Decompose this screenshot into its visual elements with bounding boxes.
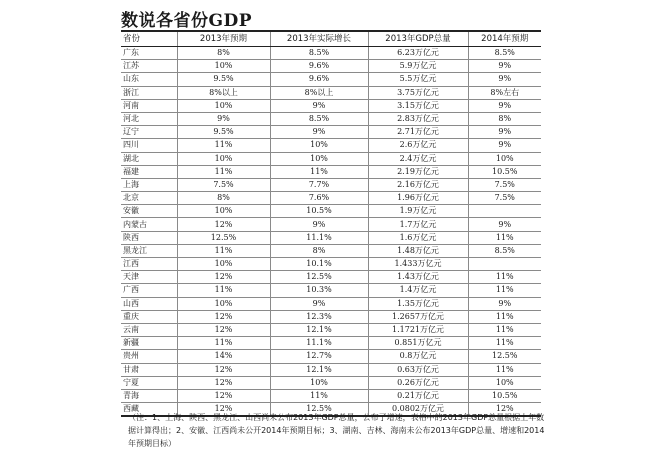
province-cell: 辽宁	[121, 126, 177, 139]
actual-2013-cell: 9.6%	[270, 60, 368, 73]
actual-2013-cell: 9%	[270, 297, 368, 310]
expected-2013-cell: 10%	[177, 297, 270, 310]
province-cell: 浙江	[121, 86, 177, 99]
gdp-2013-cell: 1.7万亿元	[368, 218, 468, 231]
gdp-2013-cell: 5.5万亿元	[368, 73, 468, 86]
expected-2014-cell: 11%	[468, 310, 541, 323]
actual-2013-cell: 8%	[270, 244, 368, 257]
actual-2013-cell: 8%以上	[270, 86, 368, 99]
actual-2013-cell: 9%	[270, 218, 368, 231]
expected-2013-cell: 11%	[177, 284, 270, 297]
actual-2013-cell: 12.1%	[270, 363, 368, 376]
column-header-2013-expected: 2013年预期	[177, 31, 270, 47]
actual-2013-cell: 11%	[270, 389, 368, 402]
province-cell: 新疆	[121, 337, 177, 350]
expected-2014-cell: 11%	[468, 284, 541, 297]
table-row	[121, 86, 541, 99]
column-header-2013-actual: 2013年实际增长	[270, 31, 368, 47]
table-row	[121, 271, 541, 284]
table-row	[121, 297, 541, 310]
expected-2014-cell: 11%	[468, 323, 541, 336]
gdp-2013-cell: 3.75万亿元	[368, 86, 468, 99]
gdp-2013-cell: 1.2657万亿元	[368, 310, 468, 323]
province-cell: 广东	[121, 47, 177, 60]
expected-2014-cell: 7.5%	[468, 192, 541, 205]
footnote: （注：1、上海、陕西、黑龙江、山西尚未公布2013年GDP总量，公布了增速，表格中的2013年GDP总量根据上年数据计算得出；2、安徽、江西尚未公开2014年预期目标；3、湖南、吉林、海南未公布2013年GDP总量、增速和2014年预期目标）	[128, 413, 545, 448]
expected-2014-cell: 10.5%	[468, 165, 541, 178]
gdp-2013-cell: 2.71万亿元	[368, 126, 468, 139]
province-cell: 贵州	[121, 350, 177, 363]
expected-2014-cell: 8%左右	[468, 86, 541, 99]
table-row	[121, 310, 541, 323]
actual-2013-cell: 8.5%	[270, 112, 368, 125]
gdp-2013-cell: 1.48万亿元	[368, 244, 468, 257]
expected-2014-cell: 9%	[468, 60, 541, 73]
table-row	[121, 350, 541, 363]
expected-2013-cell: 10%	[177, 152, 270, 165]
table-row	[121, 165, 541, 178]
actual-2013-cell: 8.5%	[270, 47, 368, 60]
gdp-2013-cell: 1.9万亿元	[368, 205, 468, 218]
table-row	[121, 323, 541, 336]
actual-2013-cell: 12.5%	[270, 271, 368, 284]
table-row	[121, 284, 541, 297]
expected-2014-cell: 9%	[468, 126, 541, 139]
gdp-2013-cell: 1.1721万亿元	[368, 323, 468, 336]
gdp-2013-cell: 1.4万亿元	[368, 284, 468, 297]
expected-2013-cell: 11%	[177, 139, 270, 152]
expected-2013-cell: 12%	[177, 218, 270, 231]
province-cell: 湖北	[121, 152, 177, 165]
expected-2014-cell	[468, 258, 541, 271]
expected-2013-cell: 14%	[177, 350, 270, 363]
province-cell: 四川	[121, 139, 177, 152]
column-header-2014-expected: 2014年预期	[468, 31, 541, 47]
table-row	[121, 126, 541, 139]
province-cell: 甘肃	[121, 363, 177, 376]
province-cell: 天津	[121, 271, 177, 284]
gdp-2013-cell: 1.96万亿元	[368, 192, 468, 205]
actual-2013-cell: 10%	[270, 376, 368, 389]
expected-2013-cell: 9%	[177, 112, 270, 125]
gdp-2013-cell: 2.6万亿元	[368, 139, 468, 152]
gdp-table	[121, 30, 541, 417]
table-row	[121, 244, 541, 257]
expected-2013-cell: 12%	[177, 323, 270, 336]
expected-2013-cell: 9.5%	[177, 73, 270, 86]
actual-2013-cell: 7.7%	[270, 178, 368, 191]
expected-2013-cell: 8%以上	[177, 86, 270, 99]
page-title: 数说各省份GDP	[121, 11, 253, 31]
table-row	[121, 47, 541, 60]
actual-2013-cell: 9%	[270, 126, 368, 139]
gdp-2013-cell: 1.35万亿元	[368, 297, 468, 310]
table-row	[121, 139, 541, 152]
column-header-2013-gdp: 2013年GDP总量	[368, 31, 468, 47]
expected-2013-cell: 10%	[177, 258, 270, 271]
province-cell: 重庆	[121, 310, 177, 323]
expected-2014-cell: 10%	[468, 376, 541, 389]
gdp-2013-cell: 6.23万亿元	[368, 47, 468, 60]
table-row	[121, 192, 541, 205]
expected-2014-cell: 8%	[468, 112, 541, 125]
expected-2014-cell: 8.5%	[468, 47, 541, 60]
expected-2013-cell: 8%	[177, 47, 270, 60]
gdp-2013-cell: 2.4万亿元	[368, 152, 468, 165]
actual-2013-cell: 9%	[270, 99, 368, 112]
column-header-province: 省份	[121, 31, 177, 47]
expected-2013-cell: 10%	[177, 205, 270, 218]
table-row	[121, 337, 541, 350]
actual-2013-cell: 10.3%	[270, 284, 368, 297]
table-row	[121, 258, 541, 271]
expected-2013-cell: 10%	[177, 60, 270, 73]
actual-2013-cell: 7.6%	[270, 192, 368, 205]
expected-2014-cell: 11%	[468, 271, 541, 284]
table-row	[121, 60, 541, 73]
province-cell: 江苏	[121, 60, 177, 73]
expected-2013-cell: 11%	[177, 244, 270, 257]
table-row	[121, 73, 541, 86]
gdp-2013-cell: 2.19万亿元	[368, 165, 468, 178]
province-cell: 河南	[121, 99, 177, 112]
province-cell: 安徽	[121, 205, 177, 218]
expected-2014-cell: 10%	[468, 152, 541, 165]
expected-2013-cell: 8%	[177, 192, 270, 205]
expected-2014-cell: 8.5%	[468, 244, 541, 257]
expected-2014-cell	[468, 205, 541, 218]
expected-2014-cell: 12.5%	[468, 350, 541, 363]
province-cell: 黑龙江	[121, 244, 177, 257]
gdp-2013-cell: 0.63万亿元	[368, 363, 468, 376]
table-row	[121, 218, 541, 231]
gdp-2013-cell: 0.851万亿元	[368, 337, 468, 350]
expected-2013-cell: 12%	[177, 389, 270, 402]
actual-2013-cell: 12.5%	[270, 403, 368, 417]
gdp-2013-cell: 5.9万亿元	[368, 60, 468, 73]
province-cell: 陕西	[121, 231, 177, 244]
expected-2014-cell: 9%	[468, 99, 541, 112]
province-cell: 山西	[121, 297, 177, 310]
actual-2013-cell: 9.6%	[270, 73, 368, 86]
province-cell: 宁夏	[121, 376, 177, 389]
province-cell: 内蒙古	[121, 218, 177, 231]
gdp-2013-cell: 0.21万亿元	[368, 389, 468, 402]
expected-2014-cell: 9%	[468, 73, 541, 86]
expected-2013-cell: 11%	[177, 165, 270, 178]
table-row	[121, 389, 541, 402]
expected-2013-cell: 10%	[177, 99, 270, 112]
expected-2013-cell: 7.5%	[177, 178, 270, 191]
gdp-2013-cell: 0.0802万亿元	[368, 403, 468, 417]
expected-2013-cell: 12%	[177, 271, 270, 284]
actual-2013-cell: 10.1%	[270, 258, 368, 271]
expected-2014-cell: 10.5%	[468, 389, 541, 402]
gdp-2013-cell: 2.83万亿元	[368, 112, 468, 125]
gdp-2013-cell: 1.433万亿元	[368, 258, 468, 271]
expected-2013-cell: 11%	[177, 337, 270, 350]
table-row	[121, 205, 541, 218]
expected-2014-cell: 11%	[468, 231, 541, 244]
expected-2014-cell: 12%	[468, 403, 541, 417]
actual-2013-cell: 12.1%	[270, 323, 368, 336]
actual-2013-cell: 10.5%	[270, 205, 368, 218]
table-row	[121, 99, 541, 112]
province-cell: 上海	[121, 178, 177, 191]
actual-2013-cell: 11%	[270, 165, 368, 178]
actual-2013-cell: 11.1%	[270, 337, 368, 350]
table-row	[121, 178, 541, 191]
province-cell: 江西	[121, 258, 177, 271]
expected-2013-cell: 9.5%	[177, 126, 270, 139]
table-row	[121, 376, 541, 389]
province-cell: 北京	[121, 192, 177, 205]
expected-2014-cell: 11%	[468, 363, 541, 376]
expected-2014-cell: 9%	[468, 139, 541, 152]
expected-2014-cell: 7.5%	[468, 178, 541, 191]
actual-2013-cell: 10%	[270, 152, 368, 165]
table-header-row	[121, 31, 541, 47]
table-row	[121, 231, 541, 244]
expected-2013-cell: 12.5%	[177, 231, 270, 244]
gdp-2013-cell: 0.26万亿元	[368, 376, 468, 389]
actual-2013-cell: 11.1%	[270, 231, 368, 244]
gdp-2013-cell: 1.6万亿元	[368, 231, 468, 244]
table-row	[121, 112, 541, 125]
province-cell: 青海	[121, 389, 177, 402]
expected-2013-cell: 12%	[177, 403, 270, 417]
table-body	[121, 47, 541, 417]
table-row	[121, 363, 541, 376]
province-cell: 云南	[121, 323, 177, 336]
province-cell: 广西	[121, 284, 177, 297]
expected-2013-cell: 12%	[177, 310, 270, 323]
gdp-2013-cell: 2.16万亿元	[368, 178, 468, 191]
gdp-2013-cell: 0.8万亿元	[368, 350, 468, 363]
actual-2013-cell: 12.3%	[270, 310, 368, 323]
province-cell: 山东	[121, 73, 177, 86]
expected-2013-cell: 12%	[177, 376, 270, 389]
actual-2013-cell: 12.7%	[270, 350, 368, 363]
gdp-2013-cell: 1.43万亿元	[368, 271, 468, 284]
gdp-2013-cell: 3.15万亿元	[368, 99, 468, 112]
province-cell: 福建	[121, 165, 177, 178]
expected-2014-cell: 11%	[468, 337, 541, 350]
expected-2014-cell: 9%	[468, 297, 541, 310]
table-row	[121, 152, 541, 165]
actual-2013-cell: 10%	[270, 139, 368, 152]
expected-2013-cell: 12%	[177, 363, 270, 376]
expected-2014-cell: 9%	[468, 218, 541, 231]
province-cell: 西藏	[121, 403, 177, 417]
province-cell: 河北	[121, 112, 177, 125]
